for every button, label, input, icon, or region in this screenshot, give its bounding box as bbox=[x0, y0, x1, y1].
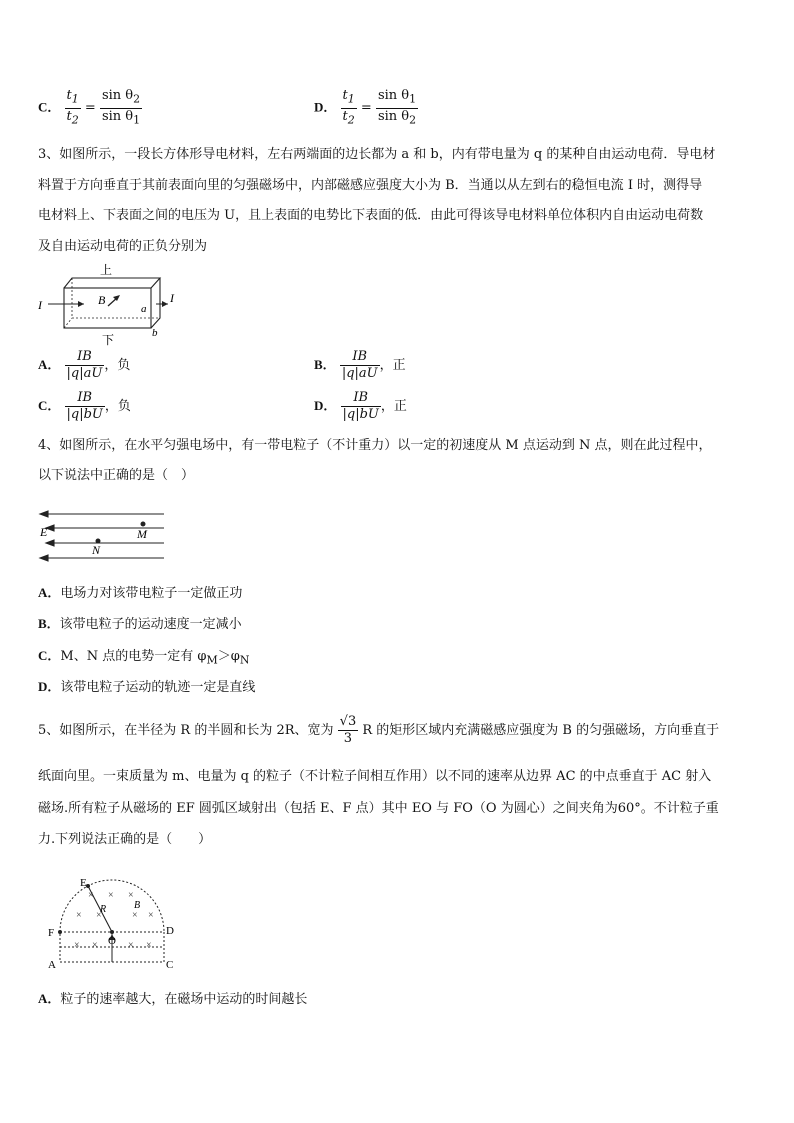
fraction: $\frac{IB}{|q|bU}$ bbox=[342, 390, 379, 422]
q3-option-c[interactable] bbox=[38, 390, 131, 423]
label-bottom: 下 bbox=[102, 333, 115, 347]
svg-text:×: × bbox=[148, 910, 154, 921]
label-B: B bbox=[98, 293, 106, 307]
q4-option-c[interactable]: C．M、N 点的电势一定有 $\varphi_M>\varphi_N$ bbox=[38, 648, 250, 667]
option-text: 该带电粒子运动的轨迹一定是直线 bbox=[60, 680, 256, 695]
option-label: C． bbox=[38, 398, 61, 413]
label-B: B bbox=[134, 900, 141, 911]
label-D: D bbox=[166, 925, 174, 937]
q4-option-a[interactable] bbox=[38, 582, 242, 601]
q3-text-line: 料置于方向垂直于其前表面向里的匀强磁场中，内部磁感应强度大小为 B．当通以从左到右的稳恒电流 I 时，测得导 bbox=[38, 178, 703, 193]
q3-text-line: 3、如图所示，一段长方体形导电材料，左右两端面的边长都为 a 和 b，内有带电量为 q 的某种自由运动电荷．导电材 bbox=[38, 147, 716, 162]
q5-text-line: 5、如图所示，在半径为 R 的半圆和长为 2R、宽为 $\frac{√3}{3}$ R 的矩形区域内充满磁感应强度为 B 的匀强磁场，方向垂直于 bbox=[38, 714, 720, 746]
label-C: C bbox=[166, 959, 174, 971]
svg-text:×: × bbox=[96, 910, 102, 921]
svg-text:×: × bbox=[108, 890, 114, 901]
option-text: 粒子的速率越大，在磁场中运动的时间越长 bbox=[60, 992, 308, 1007]
q5-text-line: 磁场.所有粒子从磁场的 EF 圆弧区域射出（包括 E、F 点）其中 EO 与 FO（O 为圆心）之间夹角为60°。不计粒子重 bbox=[38, 801, 719, 816]
q4-field-figure bbox=[36, 510, 176, 570]
label-M: M bbox=[137, 527, 147, 541]
label-E: E bbox=[40, 525, 48, 539]
svg-text:×: × bbox=[92, 940, 98, 951]
option-label: B． bbox=[38, 616, 60, 631]
fraction: $\frac{IB}{|q|bU}$ bbox=[66, 390, 103, 422]
option-label: D． bbox=[314, 99, 337, 115]
label-E: E bbox=[80, 877, 87, 889]
q3-option-a[interactable] bbox=[38, 349, 130, 382]
q4-option-b[interactable] bbox=[38, 613, 242, 632]
q3-conductor-figure bbox=[36, 262, 186, 348]
fraction-t: $\frac{t_1}{t_2}$ bbox=[342, 88, 355, 127]
option-sign: ，负 bbox=[104, 399, 131, 414]
svg-text:×: × bbox=[88, 890, 94, 901]
svg-text:×: × bbox=[128, 890, 134, 901]
option-sign: ，负 bbox=[104, 358, 131, 373]
fraction-sin: $\frac{\sin \theta_1}{\sin \theta_2}$ bbox=[377, 88, 417, 127]
label-a: a bbox=[141, 303, 147, 315]
q4-text-line: 以下说法中正确的是（ ） bbox=[38, 468, 195, 483]
option-text: M、N 点的电势一定有 φ bbox=[60, 649, 207, 664]
q5-text-line: 力.下列说法正确的是（ ） bbox=[38, 832, 212, 847]
option-sign: ，正 bbox=[380, 399, 407, 414]
q3-option-d[interactable] bbox=[314, 390, 407, 423]
svg-text:×: × bbox=[146, 940, 152, 951]
svg-text:×: × bbox=[74, 940, 80, 951]
q3-text-line: 电材料上、下表面之间的电压为 U，且上表面的电势比下表面的低．由此可得该导电材料单位体积内自由运动电荷数 bbox=[38, 208, 704, 223]
label-N: N bbox=[92, 543, 101, 557]
option-text: 该带电粒子的运动速度一定减小 bbox=[59, 617, 242, 632]
q5-option-a[interactable] bbox=[38, 988, 307, 1007]
label-b: b bbox=[152, 327, 158, 339]
q3-text-line: 及自由运动电荷的正负分别为 bbox=[38, 239, 208, 254]
option-label: D． bbox=[314, 398, 337, 413]
option-sign: ，正 bbox=[379, 358, 406, 373]
option-label: D． bbox=[38, 679, 61, 694]
option-label: A． bbox=[38, 357, 61, 372]
label-O: O bbox=[108, 935, 116, 947]
q2-option-d[interactable]: D． $\frac{t_1}{t_2}$ = $\frac{\sin \theta_1}{\sin \theta_2}$ bbox=[314, 88, 417, 127]
option-label: A． bbox=[38, 585, 61, 600]
option-label: A． bbox=[38, 991, 61, 1006]
option-label: C． bbox=[38, 99, 61, 115]
q4-text-line: 4、如图所示，在水平匀强电场中，有一带电粒子（不计重力）以一定的初速度从 M 点运动到 N 点，则在此过程中， bbox=[38, 438, 712, 453]
svg-text:×: × bbox=[76, 910, 82, 921]
q5-magnetic-field-figure bbox=[40, 874, 190, 974]
fraction-sqrt3-over-3: $\frac{√3}{3}$ bbox=[339, 714, 357, 746]
fraction: $\frac{IB}{|q|aU}$ bbox=[66, 349, 103, 381]
svg-text:×: × bbox=[132, 910, 138, 921]
fraction-sin: $\frac{\sin \theta_2}{\sin \theta_1}$ bbox=[101, 88, 141, 127]
label-top: 上 bbox=[100, 263, 113, 277]
q2-option-c[interactable]: C． $\frac{t_1}{t_2}$ = $\frac{\sin \theta_2}{\sin \theta_1}$ bbox=[38, 88, 141, 127]
q3-option-b[interactable] bbox=[314, 349, 406, 382]
label-F: F bbox=[48, 927, 55, 939]
label-I-left: I bbox=[38, 298, 42, 312]
fraction-t: $\frac{t_1}{t_2}$ bbox=[66, 88, 79, 127]
q5-text-line: 纸面向里。一束质量为 m、电量为 q 的粒子（不计粒子间相互作用）以不同的速率从边界 AC 的中点垂直于 AC 射入 bbox=[38, 769, 712, 784]
svg-text:×: × bbox=[128, 940, 134, 951]
label-R: R bbox=[100, 904, 107, 915]
fraction: $\frac{IB}{|q|aU}$ bbox=[341, 349, 378, 381]
q4-option-d[interactable] bbox=[38, 676, 255, 695]
label-A: A bbox=[48, 959, 56, 971]
label-I-right: I bbox=[170, 291, 174, 305]
option-label: B． bbox=[314, 357, 336, 372]
option-label: C． bbox=[38, 648, 61, 663]
option-text: 电场力对该带电粒子一定做正功 bbox=[60, 586, 243, 601]
